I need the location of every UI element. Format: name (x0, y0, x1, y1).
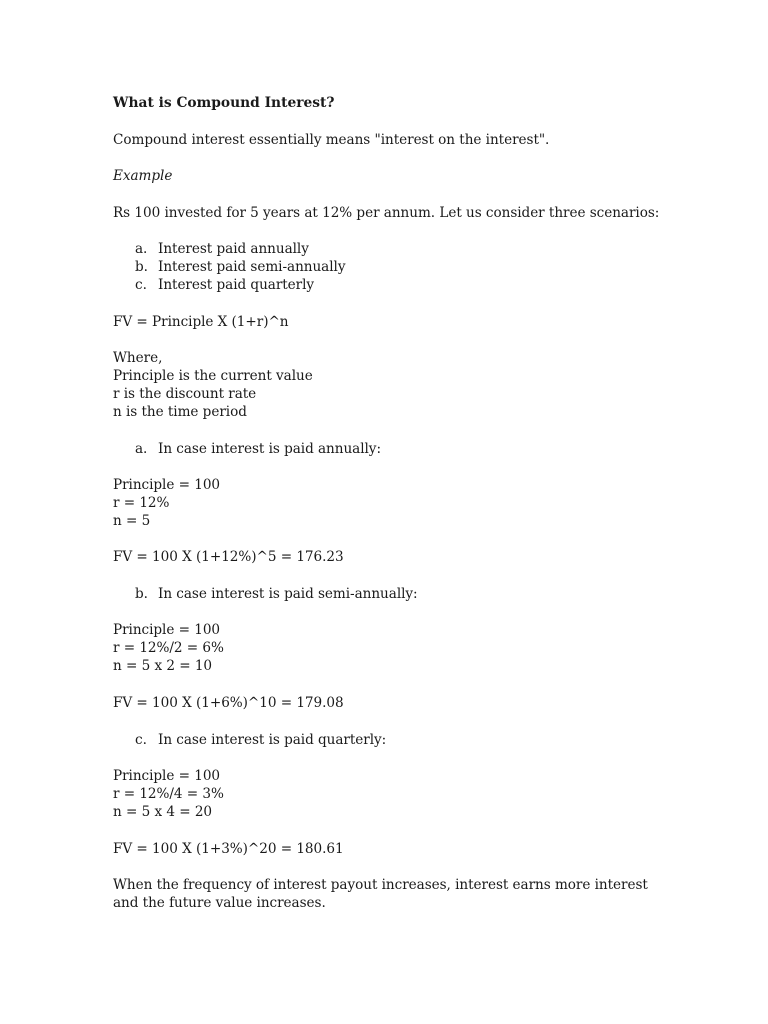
scenario-item (135, 276, 314, 294)
case-principle: Principle = 100 (113, 477, 221, 493)
list-marker: c. (135, 277, 147, 293)
conclusion-paragraph: When the frequency of interest payout increases, interest earns more interest and the future value increases. (113, 877, 648, 911)
case-rate: r = 12%/2 = 6% (113, 640, 224, 656)
case-heading-text: In case interest is paid quarterly: (158, 732, 387, 748)
case-principle: Principle = 100 (113, 768, 221, 784)
case-heading (135, 585, 418, 603)
case-periods: n = 5 x 2 = 10 (113, 658, 213, 674)
case-rate: r = 12%/4 = 3% (113, 786, 224, 802)
definition-line: Principle is the current value (113, 368, 313, 384)
definition-line: n is the time period (113, 404, 247, 420)
example-label: Example (113, 168, 173, 184)
case-heading (135, 440, 381, 458)
definition-line: r is the discount rate (113, 386, 257, 402)
case-heading-text: In case interest is paid semi-annually: (158, 586, 418, 602)
case-rate: r = 12% (113, 495, 170, 511)
list-marker: a. (135, 241, 148, 257)
list-marker: c. (135, 732, 147, 748)
where-label: Where, (113, 350, 163, 366)
list-marker: a. (135, 441, 148, 457)
case-result: FV = 100 X (1+12%)^5 = 176.23 (113, 549, 344, 565)
scenario-intro: Rs 100 invested for 5 years at 12% per annum. Let us consider three scenarios: (113, 205, 660, 221)
scenario-item (135, 258, 345, 276)
list-marker: b. (135, 586, 148, 602)
case-principle: Principle = 100 (113, 622, 221, 638)
case-heading-text: In case interest is paid annually: (158, 441, 381, 457)
list-item-text: Interest paid quarterly (158, 277, 315, 293)
scenario-item (135, 240, 309, 258)
case-result: FV = 100 X (1+6%)^10 = 179.08 (113, 695, 344, 711)
intro-paragraph: Compound interest essentially means "interest on the interest". (113, 132, 550, 148)
page-title: What is Compound Interest? (113, 95, 335, 111)
list-item-text: Interest paid semi-annually (158, 259, 346, 275)
fv-formula: FV = Principle X (1+r)^n (113, 314, 289, 330)
case-periods: n = 5 (113, 513, 151, 529)
case-periods: n = 5 x 4 = 20 (113, 804, 213, 820)
case-heading (135, 731, 386, 749)
case-result: FV = 100 X (1+3%)^20 = 180.61 (113, 841, 344, 857)
list-marker: b. (135, 259, 148, 275)
list-item-text: Interest paid annually (158, 241, 309, 257)
